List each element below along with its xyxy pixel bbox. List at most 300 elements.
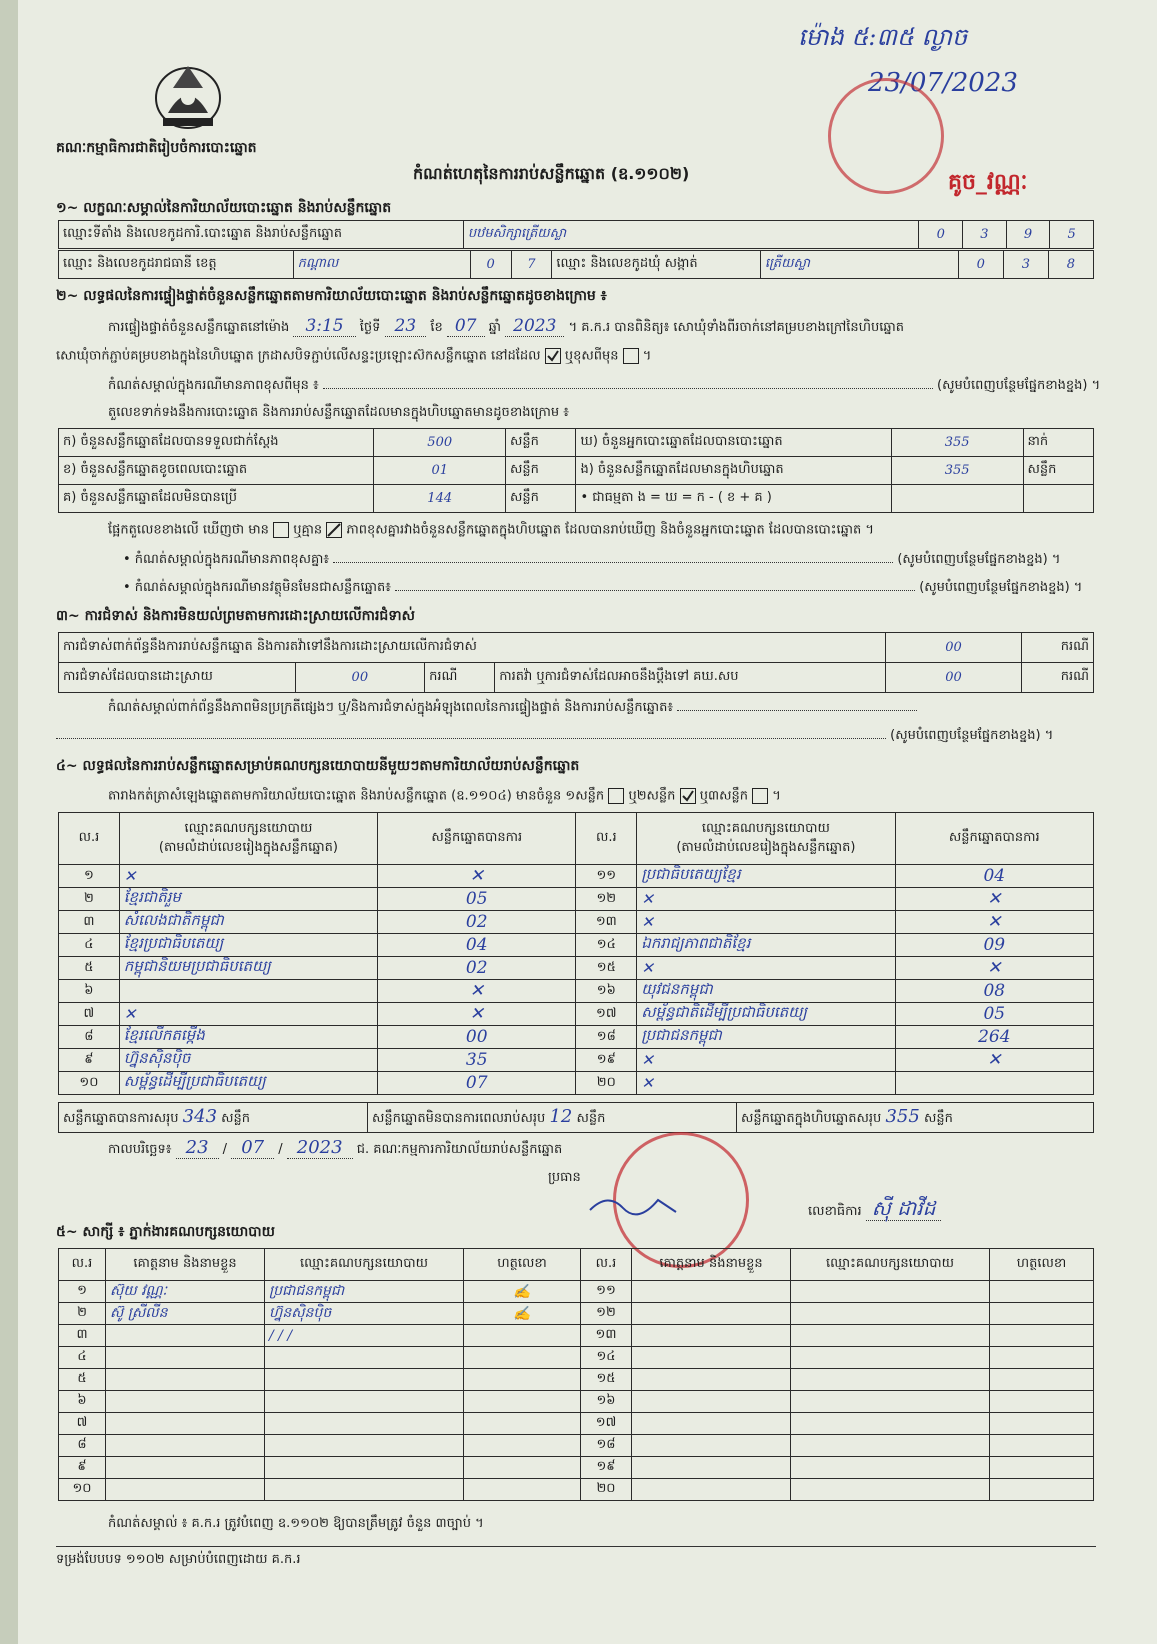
party-name: ប្រជាធិបតេយ្យខ្មែរ [637, 865, 895, 888]
party-votes: 08 [895, 980, 1093, 1003]
witness-name [106, 1435, 265, 1457]
witness-party [791, 1347, 990, 1369]
party-no: ៤ [59, 934, 120, 957]
witness-signature [464, 1325, 581, 1347]
counts-row [59, 457, 1094, 485]
witness-party [791, 1325, 990, 1347]
count-unit [1023, 485, 1093, 513]
witness-row [59, 1457, 1094, 1479]
verify-prefix: ការផ្ទៀងផ្ទាត់ចំនួនសន្លឹកឆ្នោតនៅម៉ោង [108, 320, 290, 335]
witness-col-sign: ហត្ថលេខា [464, 1249, 581, 1281]
party-votes: ✕ [378, 865, 576, 888]
count-value: 500 [374, 429, 506, 457]
received-note: ម៉ោង ៥:៣៥ ល្ងាច [798, 23, 968, 51]
note-prev [108, 378, 1100, 394]
witness-party: / / / [265, 1325, 464, 1347]
party-name: ✕ [637, 888, 895, 911]
witness-name [632, 1281, 791, 1303]
counts-row [59, 485, 1094, 513]
commune-code-digit: 8 [1048, 251, 1093, 279]
party-name: ខ្មែរប្រជាធិបតេយ្យ [119, 934, 377, 957]
witness-no: ៧ [59, 1413, 106, 1435]
count-unit: នាក់ [1023, 429, 1093, 457]
count-label: ក) ចំនួនសន្លឹកឆ្នោតដែលបានទទួលជាក់ស្ដែង [59, 429, 374, 457]
party-votes: ✕ [895, 911, 1093, 934]
witness-name [106, 1325, 265, 1347]
footer-rule [56, 1546, 1096, 1547]
party-name: សម្ព័ន្ធដើម្បីប្រជាធិបតេយ្យ [119, 1072, 377, 1095]
witness-row [59, 1479, 1094, 1501]
witness-name: ស៊ូ ស្រីលីន [106, 1303, 265, 1325]
witness-name [632, 1479, 791, 1501]
party-name: យុវជនកម្ពុជា [637, 980, 895, 1003]
witness-name [106, 1391, 265, 1413]
witness-party [265, 1457, 464, 1479]
irregularity-note [108, 700, 917, 716]
witness-row [59, 1413, 1094, 1435]
verify-line2-text: សោឃុំចាក់ភ្ជាប់គម្របខាងក្នុងនៃហិបឆ្នោត ក្រដាសបិទភ្ជាប់លើសន្ទះប្រឡោះស៊កសន្លឹកឆ្នោត នៅដដែល [56, 348, 541, 364]
votes-col-votes: សន្លឹកឆ្នោតបានការ [895, 813, 1093, 865]
counts-row [59, 429, 1094, 457]
witness-signature [464, 1435, 581, 1457]
party-name: ខ្មែរលើកតម្កើង [119, 1026, 377, 1049]
party-name: ✕ [119, 1003, 377, 1026]
committee-name: គណៈកម្មាធិការជាតិរៀបចំការបោះឆ្នោត [56, 140, 257, 156]
compare-line [108, 522, 874, 539]
tally-or2: ឬ២សន្លឹក [628, 788, 676, 804]
party-votes: 02 [378, 911, 576, 934]
verify-time: 3:15 [293, 316, 355, 337]
party-no: ៥ [59, 957, 120, 980]
witness-name [632, 1435, 791, 1457]
witness-signature [990, 1457, 1094, 1479]
witness-party [791, 1435, 990, 1457]
witness-name [632, 1457, 791, 1479]
party-votes: 05 [895, 1003, 1093, 1026]
votes-col-votes: សន្លឹកឆ្នោតបានការ [378, 813, 576, 865]
station-code-digit: 9 [1006, 221, 1050, 249]
witness-col-party: ឈ្មោះគណបក្សនយោបាយ [265, 1249, 464, 1281]
objection-row2b-value: 00 [886, 663, 1021, 693]
witness-party [265, 1369, 464, 1391]
party-votes: 00 [378, 1026, 576, 1049]
party-no: ១៦ [576, 980, 637, 1003]
witness-no: ១៩ [581, 1457, 632, 1479]
votes-row [59, 934, 1094, 957]
secretary-name: ស៊ី ដាវីដ [866, 1196, 942, 1221]
party-votes: 264 [895, 1026, 1093, 1049]
witness-no: ១ [59, 1281, 106, 1303]
votes-table [58, 812, 1094, 1095]
witness-party [265, 1413, 464, 1435]
count-unit: សន្លឹក [506, 429, 576, 457]
witness-signature [990, 1347, 1094, 1369]
total-box-unit: សន្លឹក [923, 1111, 953, 1126]
votes-row [59, 888, 1094, 911]
difference-no-checkbox[interactable] [326, 522, 342, 538]
form-title: កំណត់ហេតុនៃការរាប់សន្លឹកឆ្នោត (ឧ.១១០២) [413, 164, 690, 183]
witness-signature [990, 1413, 1094, 1435]
witness-signature [990, 1391, 1094, 1413]
tally-line: តារាងកត់ត្រាសំឡេងឆ្នោតតាមការិយាល័យបោះឆ្នោត និងរាប់សន្លឹកឆ្នោត (ឧ.១១០៤) មានចំនួន ១សន្លឹក ឬ២សន្លឹក ឬ៣សន្លឹក ។ [108, 788, 781, 804]
count-label: • ជាធម្មតា ង = ឃ = ក - ( ខ + គ ) [576, 485, 891, 513]
witness-no: ១១ [581, 1281, 632, 1303]
total-invalid-unit: សន្លឹក [576, 1111, 606, 1126]
bullet-nonballot [123, 580, 1082, 596]
votes-col-party [637, 813, 895, 865]
party-no: ១៤ [576, 934, 637, 957]
party-votes: ✕ [378, 980, 576, 1003]
party-votes: ✕ [378, 1003, 576, 1026]
section2-heading: ២~ លទ្ធផលនៃការផ្ទៀងផ្ទាត់ចំនួនសន្លឹកឆ្នោតតាមការិយាល័យបោះឆ្នោត និងរាប់សន្លឹកឆ្នោតដូចខាងក្រោម ៖ [56, 288, 607, 304]
party-name: សម្ព័ន្ធជាតិដើម្បីប្រជាធិបតេយ្យ [637, 1003, 895, 1026]
objection-row2-value: 00 [295, 663, 425, 693]
votes-col-party-title: ឈ្មោះគណបក្សនយោបាយ [184, 820, 313, 836]
party-votes: ✕ [895, 1049, 1093, 1072]
objection-unit: ករណី [425, 663, 495, 693]
witness-no: ៦ [59, 1391, 106, 1413]
witness-no: ៣ [59, 1325, 106, 1347]
total-invalid-label: សន្លឹកឆ្នោតមិនបានការពេលរាប់សរុប [372, 1111, 546, 1126]
party-name: កម្ពុជានិយមប្រជាធិបតេយ្យ [119, 957, 377, 980]
witness-party [791, 1303, 990, 1325]
party-no: ១ [59, 865, 120, 888]
party-name: ✕ [119, 865, 377, 888]
votes-col-party-sub: (តាមលំដាប់លេខរៀងក្នុងសន្លឹកឆ្នោត) [676, 839, 856, 855]
commune-name: ត្រើយស្លា [760, 251, 958, 279]
votes-row [59, 1003, 1094, 1026]
votes-col-party [119, 813, 377, 865]
difference-yes-checkbox[interactable] [273, 522, 289, 538]
objection-unit: ករណី [1021, 633, 1093, 663]
witness-row [59, 1303, 1094, 1325]
count-unit: សន្លឹក [1023, 457, 1093, 485]
votes-col-party-sub: (តាមលំដាប់លេខរៀងក្នុងសន្លឹកឆ្នោត) [158, 839, 338, 855]
party-name: ✕ [637, 911, 895, 934]
total-invalid: 12 [549, 1106, 573, 1127]
objection-row2-label: ការជំទាស់ដែលបានដោះស្រាយ [59, 663, 296, 693]
witness-signature [464, 1479, 581, 1501]
witness-party [791, 1369, 990, 1391]
votes-row [59, 865, 1094, 888]
party-name: ខ្មែរជាតិរួម [119, 888, 377, 911]
count-value: 01 [374, 457, 506, 485]
count-value: 144 [374, 485, 506, 513]
party-name: ✕ [637, 1072, 895, 1095]
witness-name [632, 1303, 791, 1325]
objection-row2b-label: ការតវ៉ា ឬការជំទាស់ដែលអាចនឹងប្ដឹងទៅ គឃ.សប [495, 663, 886, 693]
witness-party [265, 1347, 464, 1369]
witness-no: ៨ [59, 1435, 106, 1457]
section3-heading: ៣~ ការជំទាស់ និងការមិនយល់ព្រមតាមការដោះស្រាយលើការជំទាស់ [56, 608, 415, 624]
witness-col-sign: ហត្ថលេខា [990, 1249, 1094, 1281]
party-votes: 04 [378, 934, 576, 957]
verify-suffix: ។ គ.ក.រ បានពិនិត្យ៖ សោឃុំទាំងពីរចាក់នៅគម្របខាងក្រៅនៃហិបឆ្នោត [568, 320, 904, 335]
secretary-line [808, 1196, 941, 1220]
witness-party [791, 1457, 990, 1479]
witness-party [791, 1413, 990, 1435]
witness-no: ២០ [581, 1479, 632, 1501]
witness-no: ១០ [59, 1479, 106, 1501]
witness-party [265, 1479, 464, 1501]
votes-row [59, 1072, 1094, 1095]
party-no: ២ [59, 888, 120, 911]
witness-col-party: ឈ្មោះគណបក្សនយោបាយ [791, 1249, 990, 1281]
day-label: ថ្ងៃទី [359, 320, 381, 335]
date-label: កាលបរិច្ឆេទ៖ [108, 1142, 172, 1157]
party-votes: 04 [895, 865, 1093, 888]
chair-label: ប្រធាន [548, 1170, 581, 1185]
votes-row [59, 980, 1094, 1003]
counts-intro: តួលេខទាក់ទងនឹងការបោះឆ្នោត និងការរាប់សន្លឹកឆ្នោតដែលមានក្នុងហិបឆ្នោតមានដូចខាងក្រោម ៖ [108, 405, 569, 420]
witness-row [59, 1391, 1094, 1413]
verify-year: 2023 [505, 316, 564, 337]
witness-signature [464, 1369, 581, 1391]
witness-col-no: ល.រ [59, 1249, 106, 1281]
witness-name [106, 1369, 265, 1391]
witness-col-no: ល.រ [581, 1249, 632, 1281]
party-votes: 09 [895, 934, 1093, 957]
witness-name [632, 1347, 791, 1369]
witness-name [632, 1325, 791, 1347]
witness-row [59, 1347, 1094, 1369]
witness-no: ២ [59, 1303, 106, 1325]
witness-signature [990, 1369, 1094, 1391]
witness-signature [990, 1325, 1094, 1347]
witness-signature [990, 1303, 1094, 1325]
irregularity-note-line2 [56, 728, 1053, 744]
date-month: 07 [231, 1137, 274, 1159]
count-label: ង) ចំនួនសន្លឹកឆ្នោតដែលមានក្នុងហិបឆ្នោត [576, 457, 891, 485]
province-name: កណ្ដាល [293, 251, 470, 279]
tally-1-checkbox[interactable] [608, 788, 624, 804]
votes-row [59, 957, 1094, 980]
witness-no: ៥ [59, 1369, 106, 1391]
party-votes: 35 [378, 1049, 576, 1072]
date-suffix: ជ. គណៈកម្មការការិយាល័យរាប់សន្លឹកឆ្នោត [356, 1142, 563, 1157]
section1-table-row2 [58, 250, 1094, 279]
party-no: ៦ [59, 980, 120, 1003]
witness-party [265, 1435, 464, 1457]
tally-3-checkbox[interactable] [752, 788, 768, 804]
counts-table [58, 428, 1094, 513]
objections-table [58, 632, 1094, 693]
section1-table [58, 220, 1094, 249]
commune-label: ឈ្មោះ និងលេខកូដឃុំ សង្កាត់ [552, 251, 760, 279]
bullet2-label: • កំណត់សម្គាល់ក្នុងករណីមានវត្ថុមិនមែនជាសន្លឹកឆ្នោត៖ [123, 580, 391, 595]
red-label: គូច_វណ្ណៈ [948, 169, 1028, 195]
count-value: 355 [891, 457, 1023, 485]
province-code-digit: 7 [511, 251, 552, 279]
party-votes: ✕ [895, 888, 1093, 911]
compare-or: ឬគ្មាន [293, 522, 323, 538]
form-note: ទម្រង់បែបបទ ១១០២ សម្រាប់បំពេញដោយ គ.ក.រ [56, 1552, 301, 1567]
witness-no: ១៨ [581, 1435, 632, 1457]
date-year: 2023 [287, 1137, 353, 1159]
same-checkbox[interactable] [545, 348, 561, 364]
witness-name: ស៊ុយ វណ្ណៈ [106, 1281, 265, 1303]
province-code-digit: 0 [470, 251, 511, 279]
secretary-label: លេខាធិការ [808, 1204, 862, 1219]
witness-col-name: គោត្តនាម និងនាមខ្លួន [106, 1249, 265, 1281]
votes-col-no: ល.រ [59, 813, 120, 865]
witness-no: ១៥ [581, 1369, 632, 1391]
verify-line2: សោឃុំចាក់ភ្ជាប់គម្របខាងក្នុងនៃហិបឆ្នោត ក្រដាសបិទភ្ជាប់លើសន្ទះប្រឡោះស៊កសន្លឹកឆ្នោត នៅដដែល ឬខុសពីមុន ។ [56, 348, 652, 364]
party-no: ៨ [59, 1026, 120, 1049]
bullet2-hint: (សូមបំពេញបន្ថែមផ្នែកខាងខ្នង) ។ [919, 580, 1083, 595]
party-no: ២០ [576, 1072, 637, 1095]
party-votes [895, 1072, 1093, 1095]
province-label: ឈ្មោះ និងលេខកូដរាជធានី ខេត្ត [59, 251, 294, 279]
witness-name [632, 1413, 791, 1435]
party-name: ឯករាជ្យភាពជាតិខ្មែរ [637, 934, 895, 957]
witness-signature [464, 1391, 581, 1413]
party-name: ប្រជាជនកម្ពុជា [637, 1026, 895, 1049]
commune-code-digit: 3 [1003, 251, 1048, 279]
count-value: 355 [891, 429, 1023, 457]
verify-day: 23 [385, 316, 427, 337]
bullet1-hint: (សូមបំពេញបន្ថែមផ្នែកខាងខ្នង) ។ [897, 552, 1061, 567]
tally-or3: ឬ៣សន្លឹក [699, 788, 748, 804]
witness-party [791, 1391, 990, 1413]
party-name [119, 980, 377, 1003]
witness-signature [464, 1413, 581, 1435]
count-value [891, 485, 1023, 513]
witness-name [106, 1479, 265, 1501]
station-code-digit: 3 [963, 221, 1007, 249]
compare-prefix: ផ្អែកតួលេខខាងលើ ឃើញថា មាន [108, 522, 269, 538]
received-date: 23/07/2023 [868, 68, 1018, 98]
total-box: 355 [885, 1106, 920, 1127]
nec-emblem-icon [143, 58, 233, 136]
bullet-difference [123, 552, 1060, 568]
total-valid-label: សន្លឹកឆ្នោតបានការសរុប [63, 1111, 179, 1126]
objection-row1-label: ការជំទាស់ពាក់ព័ន្ធនឹងការរាប់សន្លឹកឆ្នោត និងការតវ៉ាទៅនឹងការដោះស្រាយលើការជំទាស់ [59, 633, 886, 663]
form-paper [18, 0, 1157, 1644]
compare-rest: ភាពខុសគ្នារវាងចំនួនសន្លឹកឆ្នោតក្នុងហិបឆ្នោត ដែលបានរាប់ឃើញ និងចំនួនអ្នកបោះឆ្នោត ដែលបានបោះឆ្នោត ។ [346, 522, 874, 538]
witness-no: ១៦ [581, 1391, 632, 1413]
votes-col-party-title: ឈ្មោះគណបក្សនយោបាយ [701, 820, 830, 836]
note-prev-label: កំណត់សម្គាល់ក្នុងករណីមានភាពខុសពីមុន ៖ [108, 378, 319, 393]
objection-row1-value: 00 [886, 633, 1021, 663]
bullet1-label: • កំណត់សម្គាល់ក្នុងករណីមានភាពខុសគ្នា៖ [123, 552, 330, 567]
party-name: ហ្វ៊ុនស៊ិនប៉ិច [119, 1049, 377, 1072]
witness-party [265, 1391, 464, 1413]
witness-signature: ✍ [464, 1303, 581, 1325]
party-name: សំលេងជាតិកម្ពុជា [119, 911, 377, 934]
witness-name [106, 1347, 265, 1369]
witness-row [59, 1435, 1094, 1457]
section4-heading: ៤~ លទ្ធផលនៃការរាប់សន្លឹកឆ្នោតសម្រាប់គណបក្សនយោបាយនីមួយៗតាមការិយាល័យរាប់សន្លឹកឆ្នោត [56, 758, 580, 774]
party-no: ១៣ [576, 911, 637, 934]
total-box-label: សន្លឹកឆ្នោតក្នុងហិបឆ្នោតសរុប [741, 1111, 882, 1126]
witness-signature [464, 1457, 581, 1479]
witness-no: ១៤ [581, 1347, 632, 1369]
party-no: ១៨ [576, 1026, 637, 1049]
party-no: ៧ [59, 1003, 120, 1026]
month-label: ខែ [430, 320, 443, 335]
date-line: កាលបរិច្ឆេទ៖ 23 / 07 / 2023 ជ. គណៈកម្មការការិយាល័យរាប់សន្លឹកឆ្នោត [108, 1137, 563, 1158]
witness-name [632, 1391, 791, 1413]
witness-name [632, 1369, 791, 1391]
count-unit: សន្លឹក [506, 485, 576, 513]
count-label: ឃ) ចំនួនអ្នកបោះឆ្នោតដែលបានបោះឆ្នោត [576, 429, 891, 457]
footer-note: កំណត់សម្គាល់ ៖ គ.ក.រ ត្រូវបំពេញ ឧ.១១០២ ឱ្យបានត្រឹមត្រូវ ចំនួន ៣ច្បាប់ ។ [108, 1516, 484, 1531]
station-name: បឋមសិក្សាត្រើយស្លា [463, 221, 919, 249]
votes-col-no: ល.រ [576, 813, 637, 865]
party-name: ✕ [637, 1049, 895, 1072]
witness-signature [990, 1281, 1094, 1303]
note-fill-hint: (សូមបំពេញបន្ថែមផ្នែកខាងខ្នង) ។ [937, 378, 1101, 393]
witness-row [59, 1325, 1094, 1347]
option-different-label: ឬខុសពីមុន [564, 348, 619, 364]
party-no: ១២ [576, 888, 637, 911]
chair-signature [588, 1190, 678, 1220]
witness-signature [464, 1347, 581, 1369]
witness-party: ហ្វ៊ុនស៊ិនប៉ិច [265, 1303, 464, 1325]
witness-row [59, 1281, 1094, 1303]
party-no: ១១ [576, 865, 637, 888]
witness-no: ៩ [59, 1457, 106, 1479]
party-name: ✕ [637, 957, 895, 980]
witness-col-name: គោត្តនាម និងនាមខ្លួន [632, 1249, 791, 1281]
irregularity-label: កំណត់សម្គាល់ពាក់ព័ន្ធនឹងភាពមិនប្រក្រតីផ្សេងៗ ឬ/និងការជំទាស់ក្នុងអំឡុងពេលនៃការផ្ទៀងផ្ទាត់ និងការរាប់សន្លឹកឆ្នោត៖ [108, 700, 674, 715]
witness-name [106, 1457, 265, 1479]
witness-table [58, 1248, 1094, 1501]
count-label: គ) ចំនួនសន្លឹកឆ្នោតដែលមិនបានប្រើ [59, 485, 374, 513]
party-no: ១០ [59, 1072, 120, 1095]
witness-no: ១២ [581, 1303, 632, 1325]
votes-row [59, 1049, 1094, 1072]
party-no: ១៥ [576, 957, 637, 980]
party-votes: 07 [378, 1072, 576, 1095]
witness-no: ១៧ [581, 1413, 632, 1435]
witness-row [59, 1369, 1094, 1391]
witness-signature [990, 1435, 1094, 1457]
votes-row [59, 1026, 1094, 1049]
count-unit: សន្លឹក [506, 457, 576, 485]
witness-party: ប្រជាជនកម្ពុជា [265, 1281, 464, 1303]
party-no: ១៩ [576, 1049, 637, 1072]
verify-line [108, 318, 904, 336]
count-label: ខ) ចំនួនសន្លឹកឆ្នោតខូចពេលបោះឆ្នោត [59, 457, 374, 485]
total-valid-unit: សន្លឹក [221, 1111, 251, 1126]
votes-row [59, 911, 1094, 934]
witness-no: ៤ [59, 1347, 106, 1369]
party-votes: 02 [378, 957, 576, 980]
received-stamp [828, 78, 944, 194]
party-no: ៩ [59, 1049, 120, 1072]
date-day: 23 [176, 1137, 219, 1159]
witness-name [106, 1413, 265, 1435]
irregularity-hint: (សូមបំពេញបន្ថែមផ្នែកខាងខ្នង) ។ [890, 728, 1054, 743]
witness-party [791, 1479, 990, 1501]
commune-code-digit: 0 [958, 251, 1003, 279]
different-checkbox[interactable] [623, 348, 639, 364]
tally-2-checkbox[interactable] [680, 788, 696, 804]
party-votes: 05 [378, 888, 576, 911]
votes-totals [58, 1102, 1094, 1133]
station-code-digit: 0 [919, 221, 963, 249]
witness-signature: ✍ [464, 1281, 581, 1303]
verify-month: 07 [447, 316, 485, 337]
party-votes: ✕ [895, 957, 1093, 980]
year-label: ឆ្នាំ [488, 320, 502, 335]
total-valid: 343 [182, 1106, 218, 1127]
party-no: ៣ [59, 911, 120, 934]
station-code-digit: 5 [1050, 221, 1094, 249]
section5-heading: ៥~ សាក្សី ៖ ភ្នាក់ងារគណបក្សនយោបាយ [56, 1224, 275, 1240]
